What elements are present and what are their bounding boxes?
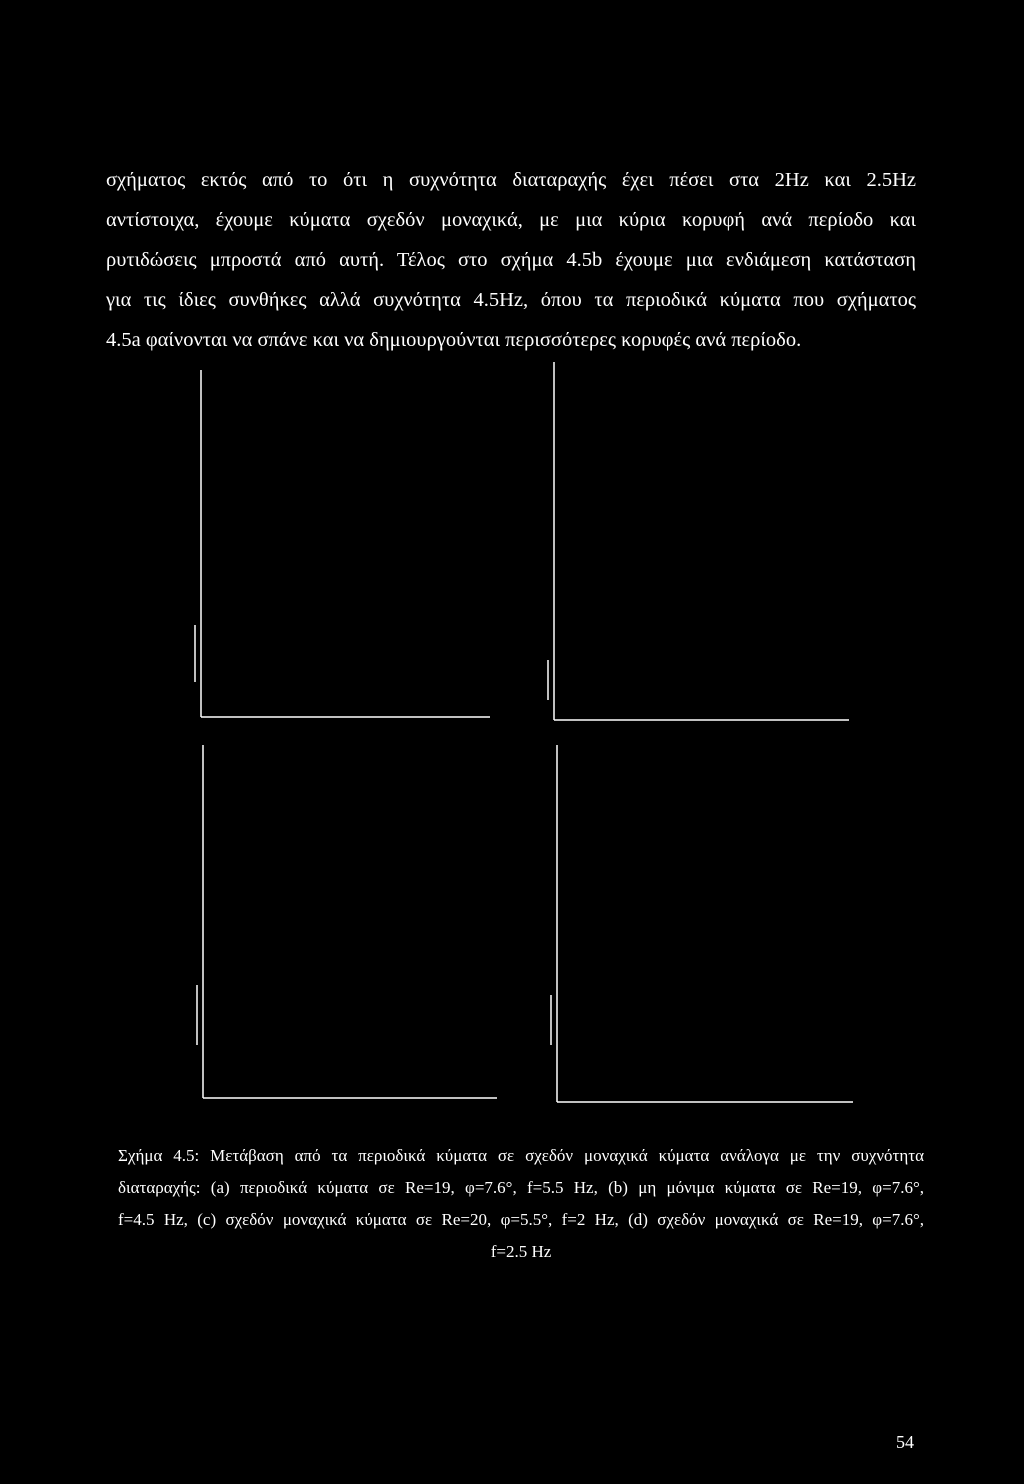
- paragraph-line: για τις ίδιες συνθήκες αλλά συχνότητα 4.5Hz, όπου τα περιοδικά κύματα που σχήματος: [106, 289, 916, 311]
- paragraph-line: σχήματος εκτός από το ότι η συχνότητα διαταραχής έχει πέσει στα 2Hz και 2.5Hz: [106, 169, 916, 191]
- caption-line: Σχήμα 4.5: Μετάβαση από τα περιοδικά κύματα σε σχεδόν μοναχικά κύματα ανάλογα με την συχνότητα: [118, 1146, 924, 1165]
- panel-c: [197, 745, 497, 1098]
- paragraph-line: αντίστοιχα, έχουμε κύματα σχεδόν μοναχικά, με μια κύρια κορυφή ανά περίοδο και: [106, 209, 916, 231]
- paragraph-line: ρυτιδώσεις μπροστά από αυτή. Τέλος στο σχήμα 4.5b έχουμε μια ενδιάμεση κατάσταση: [106, 249, 916, 271]
- paragraph-line: 4.5a φαίνονται να σπάνε και να δημιουργούνται περισσότερες κορυφές ανά περίοδο.: [106, 329, 802, 351]
- panel-b: [548, 362, 849, 720]
- page-number: 54: [896, 1432, 914, 1452]
- caption-line: f=2.5 Hz: [490, 1242, 552, 1261]
- caption-line: f=4.5 Hz, (c) σχεδόν μοναχικά κύματα σε Re=20, φ=5.5°, f=2 Hz, (d) σχεδόν μοναχικά σε Re=19, φ=7.6°,: [118, 1210, 924, 1229]
- caption-line: διαταραχής: (a) περιοδικά κύματα σε Re=19, φ=7.6°, f=5.5 Hz, (b) μη μόνιμα κύματα σε Re=19, φ=7.6°,: [118, 1178, 924, 1197]
- body-paragraph: [106, 160, 916, 360]
- panel-d: [551, 745, 853, 1102]
- panel-a: [195, 370, 490, 717]
- figure-caption: [118, 1140, 924, 1268]
